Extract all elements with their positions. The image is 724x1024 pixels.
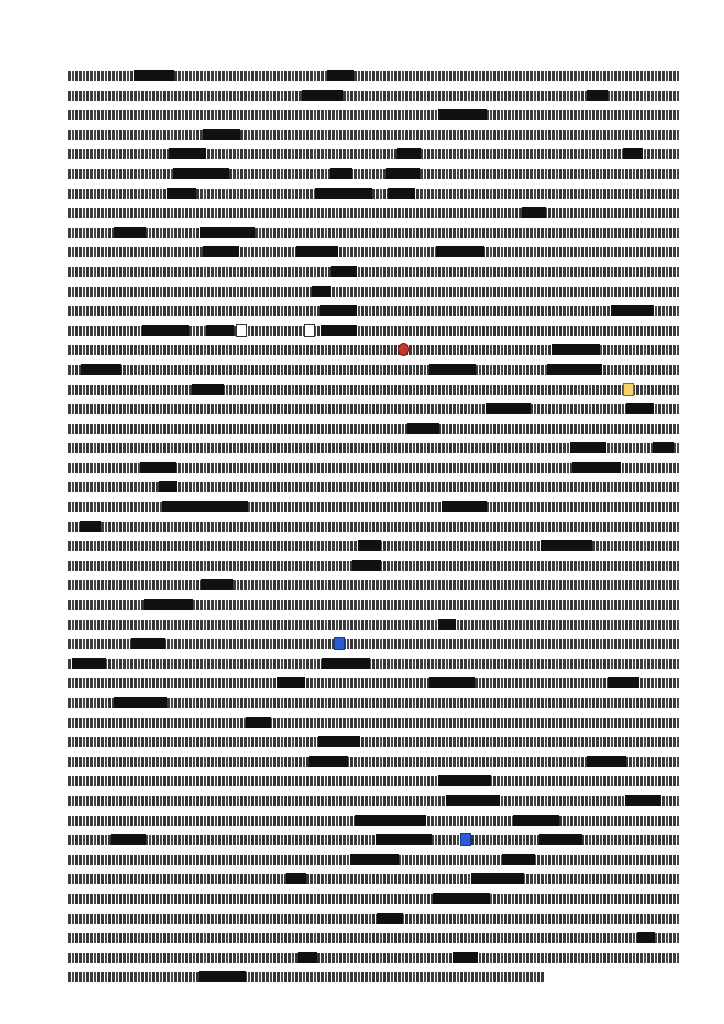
bold-emphasis <box>539 834 582 845</box>
text-line <box>68 673 680 693</box>
text-line <box>68 477 680 497</box>
bold-emphasis <box>159 481 177 492</box>
bold-emphasis <box>302 90 343 101</box>
glyph-run <box>68 404 680 414</box>
text-line <box>68 909 680 929</box>
glyph-run <box>68 972 545 982</box>
bold-emphasis <box>80 521 101 532</box>
bold-emphasis <box>429 677 475 688</box>
text-line <box>68 321 680 341</box>
text-line <box>68 575 680 595</box>
glyph-run <box>68 189 680 199</box>
hourglass-icon <box>623 383 634 396</box>
text-line <box>68 340 680 360</box>
text-line <box>68 223 680 243</box>
bold-emphasis <box>623 148 643 159</box>
glyph-run <box>68 130 680 140</box>
text-line <box>68 556 680 576</box>
bold-emphasis <box>322 658 370 669</box>
bold-emphasis <box>142 325 189 336</box>
bold-emphasis <box>572 462 621 473</box>
bold-emphasis <box>206 325 234 336</box>
bold-emphasis <box>486 403 531 414</box>
bold-emphasis <box>407 423 439 434</box>
bold-emphasis <box>637 932 655 943</box>
bold-emphasis <box>653 442 674 453</box>
text-line <box>68 144 680 164</box>
bold-emphasis <box>625 795 661 806</box>
glyph-run <box>68 287 680 297</box>
bold-emphasis <box>587 90 608 101</box>
glyph-run <box>68 267 680 277</box>
square-icon <box>304 324 315 337</box>
text-line <box>68 595 680 615</box>
text-line <box>68 105 680 125</box>
glyph-run <box>68 737 680 747</box>
bold-emphasis <box>81 364 121 375</box>
glyph-run <box>68 110 680 120</box>
text-line <box>68 771 680 791</box>
glyph-run <box>68 933 680 943</box>
bold-emphasis <box>315 188 372 199</box>
bold-emphasis <box>320 305 357 316</box>
bold-emphasis <box>377 913 403 924</box>
text-line <box>68 869 680 889</box>
bold-emphasis <box>140 462 176 473</box>
bold-emphasis <box>200 227 255 238</box>
bold-emphasis <box>327 70 354 81</box>
text-line <box>68 517 680 537</box>
text-line <box>68 438 680 458</box>
text-line <box>68 66 680 86</box>
blue-square-icon <box>460 833 471 846</box>
glyph-run <box>68 306 680 316</box>
garbled-text-block <box>68 66 680 988</box>
bold-emphasis <box>277 677 305 688</box>
bold-emphasis <box>199 971 246 982</box>
text-line <box>68 86 680 106</box>
text-line <box>68 889 680 909</box>
bold-emphasis <box>541 540 592 551</box>
glyph-run <box>68 149 680 159</box>
bold-emphasis <box>318 736 360 747</box>
text-line <box>68 164 680 184</box>
text-line <box>68 928 680 948</box>
text-line <box>68 830 680 850</box>
glyph-run <box>68 659 680 669</box>
bold-emphasis <box>608 677 639 688</box>
bold-emphasis <box>513 815 559 826</box>
text-line <box>68 458 680 478</box>
bold-emphasis <box>352 560 381 571</box>
bold-emphasis <box>386 168 420 179</box>
text-line <box>68 732 680 752</box>
text-line <box>68 262 680 282</box>
text-line <box>68 419 680 439</box>
bold-emphasis <box>429 364 476 375</box>
bold-emphasis <box>312 286 331 297</box>
text-line <box>68 713 680 733</box>
bold-emphasis <box>446 795 500 806</box>
text-line <box>68 242 680 262</box>
text-line <box>68 203 680 223</box>
bold-emphasis <box>296 246 338 257</box>
text-line <box>68 301 680 321</box>
bold-emphasis <box>570 442 606 453</box>
bold-emphasis <box>144 599 193 610</box>
glyph-run <box>68 835 680 845</box>
bold-emphasis <box>321 325 357 336</box>
text-line <box>68 811 680 831</box>
bold-emphasis <box>466 893 490 904</box>
text-line <box>68 380 680 400</box>
text-line <box>68 791 680 811</box>
glyph-run <box>68 620 680 630</box>
square-icon <box>236 324 247 337</box>
glyph-run <box>68 776 680 786</box>
bold-emphasis <box>358 540 381 551</box>
glyph-run <box>68 914 680 924</box>
text-line <box>68 282 680 302</box>
bold-emphasis <box>438 109 487 120</box>
bold-emphasis <box>552 344 600 355</box>
bold-emphasis <box>388 188 415 199</box>
text-line <box>68 967 680 987</box>
glyph-run <box>68 678 680 688</box>
bold-emphasis <box>167 188 196 199</box>
text-line <box>68 536 680 556</box>
bold-emphasis <box>502 854 535 865</box>
bold-emphasis <box>442 501 487 512</box>
text-line <box>68 634 680 654</box>
bold-emphasis <box>471 873 524 884</box>
glyph-run <box>68 796 680 806</box>
bold-emphasis <box>114 227 146 238</box>
glyph-run <box>68 247 680 257</box>
glyph-run <box>68 208 680 218</box>
text-line <box>68 654 680 674</box>
glyph-run <box>68 522 680 532</box>
text-line <box>68 615 680 635</box>
glyph-run <box>68 874 680 884</box>
bold-emphasis <box>111 834 146 845</box>
text-line <box>68 752 680 772</box>
bold-emphasis <box>330 168 352 179</box>
bold-emphasis <box>350 854 399 865</box>
text-line <box>68 497 680 517</box>
bold-emphasis <box>203 246 239 257</box>
bold-emphasis <box>286 873 306 884</box>
glyph-run <box>68 424 680 434</box>
glyph-run <box>68 385 680 395</box>
bold-emphasis <box>131 638 165 649</box>
bold-emphasis <box>438 775 491 786</box>
bold-emphasis <box>436 246 484 257</box>
bold-emphasis <box>298 952 317 963</box>
text-line <box>68 184 680 204</box>
bold-emphasis <box>114 697 167 708</box>
bold-emphasis <box>547 364 602 375</box>
text-line <box>68 948 680 968</box>
glyph-run <box>68 580 680 590</box>
blue-square-icon <box>334 637 345 650</box>
bold-emphasis <box>438 619 456 630</box>
glyph-run <box>68 169 680 179</box>
bold-emphasis <box>192 384 224 395</box>
bold-emphasis <box>397 148 421 159</box>
text-line <box>68 693 680 713</box>
bold-emphasis <box>453 952 478 963</box>
text-line <box>68 125 680 145</box>
bold-emphasis <box>173 168 229 179</box>
glyph-run <box>68 228 680 238</box>
glyph-run <box>68 502 680 512</box>
bold-emphasis <box>372 815 426 826</box>
bold-emphasis <box>611 305 654 316</box>
bold-emphasis <box>201 579 233 590</box>
bold-emphasis <box>587 756 626 767</box>
bold-emphasis <box>626 403 654 414</box>
glyph-run <box>68 953 680 963</box>
glyph-run <box>68 894 680 904</box>
bold-emphasis <box>522 207 546 218</box>
bold-emphasis <box>376 834 432 845</box>
bold-emphasis <box>203 129 240 140</box>
bold-emphasis <box>331 266 357 277</box>
bold-emphasis <box>72 658 106 669</box>
bold-emphasis <box>169 148 206 159</box>
bold-emphasis <box>134 70 174 81</box>
text-line <box>68 850 680 870</box>
text-line <box>68 399 680 419</box>
bold-emphasis <box>246 717 271 728</box>
bold-emphasis <box>162 501 213 512</box>
glyph-run <box>68 718 680 728</box>
text-line <box>68 360 680 380</box>
bold-emphasis <box>309 756 348 767</box>
